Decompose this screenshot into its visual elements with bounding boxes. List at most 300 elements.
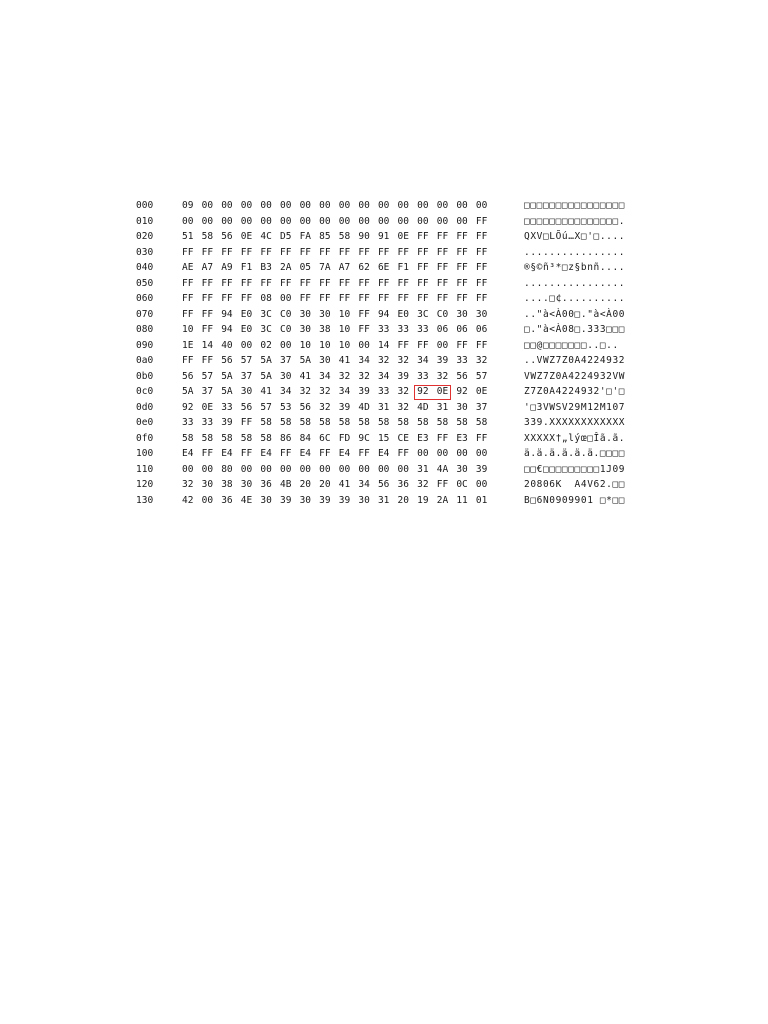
hex-byte: 58 xyxy=(182,432,194,444)
hex-byte: 32 xyxy=(358,370,370,382)
hex-byte: 5A xyxy=(299,355,312,366)
hex-byte: 41 xyxy=(338,355,351,366)
hex-row xyxy=(136,462,636,478)
hex-byte: FF xyxy=(358,324,370,335)
hex-byte: FF xyxy=(456,246,468,258)
hex-byte: 33 xyxy=(201,417,214,428)
byte-group xyxy=(182,245,524,261)
hex-byte: F1 xyxy=(397,262,409,273)
hex-byte: FF xyxy=(319,246,331,258)
ascii-text: 339.XXXXXXXXXXXX xyxy=(524,417,626,428)
hex-byte: 33 xyxy=(377,324,390,335)
hex-byte: 2A xyxy=(436,494,449,506)
hex-byte: FF xyxy=(436,277,449,289)
hex-byte: FF xyxy=(240,246,253,258)
ascii-text: ..VWZ7Z0A4224932 xyxy=(524,355,626,366)
offset-label: 050 xyxy=(136,277,154,289)
hex-byte: FF xyxy=(377,246,390,258)
hex-byte: 00 xyxy=(436,339,449,351)
offset-label: 0f0 xyxy=(136,432,154,444)
hex-byte: 05 xyxy=(299,262,312,273)
hex-byte: 00 xyxy=(260,200,272,211)
hex-byte: FF xyxy=(201,448,214,459)
hex-byte: 4D xyxy=(417,401,429,413)
hex-byte: 00 xyxy=(436,200,449,211)
hex-byte: 30 xyxy=(299,308,312,320)
hex-byte: FF xyxy=(436,432,449,444)
hex-byte: 39 xyxy=(338,401,351,413)
byte-group xyxy=(182,493,524,509)
hex-byte: 00 xyxy=(338,200,351,211)
hex-byte: FF xyxy=(397,448,409,459)
hex-byte: 92 xyxy=(182,401,194,413)
hex-byte: 01 xyxy=(475,494,488,506)
hex-byte: 00 xyxy=(201,463,214,475)
hex-byte: 06 xyxy=(436,324,449,335)
hex-byte: 33 xyxy=(417,370,429,382)
hex-byte: FF xyxy=(201,277,214,289)
hex-byte: 00 xyxy=(299,215,312,227)
hex-byte: 30 xyxy=(475,308,488,320)
hex-byte: 00 xyxy=(279,200,292,211)
byte-group xyxy=(182,462,524,478)
hex-byte: 00 xyxy=(182,463,194,475)
hex-byte: FF xyxy=(201,293,214,304)
hex-byte: 32 xyxy=(299,386,312,397)
hex-byte: FF xyxy=(358,277,370,289)
hex-byte: 58 xyxy=(397,417,409,428)
hex-byte: 33 xyxy=(182,417,194,428)
hex-byte: FF xyxy=(397,277,409,289)
hex-byte: 5A xyxy=(221,370,233,382)
byte-group xyxy=(182,322,524,338)
hex-byte: 32 xyxy=(417,479,429,490)
hex-byte: E3 xyxy=(456,432,468,444)
hex-byte: 56 xyxy=(299,401,312,413)
hex-byte: 5A xyxy=(182,386,194,397)
hex-byte: 02 xyxy=(260,339,272,351)
hex-byte: 4E xyxy=(240,494,253,506)
hex-byte: FF xyxy=(338,293,351,304)
hex-byte: 00 xyxy=(417,448,429,459)
hex-byte: 0C xyxy=(456,479,468,490)
hex-byte: 94 xyxy=(221,324,233,335)
byte-group xyxy=(182,353,524,369)
hex-row xyxy=(136,276,636,292)
hex-byte: FF xyxy=(436,479,449,490)
hex-byte: B3 xyxy=(260,262,272,273)
hex-row xyxy=(136,384,636,400)
hex-byte: 5A xyxy=(221,386,233,397)
hex-byte: 57 xyxy=(260,401,272,413)
offset-label: 090 xyxy=(136,339,154,351)
hex-byte: 57 xyxy=(475,370,488,382)
hex-byte: A7 xyxy=(338,262,351,273)
hex-byte: FF xyxy=(417,231,429,242)
hex-byte: 06 xyxy=(475,324,488,335)
hex-byte: 53 xyxy=(279,401,292,413)
hex-byte: 30 xyxy=(456,401,468,413)
ascii-text: ................ xyxy=(524,246,626,258)
hex-byte: FF xyxy=(182,355,194,366)
hex-byte: 00 xyxy=(240,215,253,227)
hex-byte: 58 xyxy=(221,432,233,444)
hex-byte: 00 xyxy=(475,200,488,211)
offset-label: 120 xyxy=(136,479,154,490)
hex-byte: 36 xyxy=(397,479,409,490)
hex-byte: 41 xyxy=(299,370,312,382)
hex-row xyxy=(136,322,636,338)
hex-byte: FF xyxy=(358,308,370,320)
hex-byte: 00 xyxy=(201,215,214,227)
hex-byte: FF xyxy=(279,246,292,258)
hex-byte: FF xyxy=(358,246,370,258)
hex-byte: 42 xyxy=(182,494,194,506)
hex-byte: 00 xyxy=(358,200,370,211)
hex-byte: FF xyxy=(417,339,429,351)
hex-byte: 56 xyxy=(377,479,390,490)
hex-byte: 62 xyxy=(358,262,370,273)
hex-byte: 3C xyxy=(260,324,272,335)
hex-byte: FF xyxy=(201,246,214,258)
hex-byte: FF xyxy=(397,339,409,351)
hex-byte: 34 xyxy=(338,386,351,397)
byte-group xyxy=(182,198,524,214)
hex-byte: 56 xyxy=(221,231,233,242)
hex-byte: 30 xyxy=(201,479,214,490)
hex-row xyxy=(136,260,636,276)
hex-byte: FF xyxy=(358,293,370,304)
hex-byte: 80 xyxy=(221,463,233,475)
hex-byte: 30 xyxy=(299,494,312,506)
byte-group xyxy=(182,446,524,462)
offset-label: 060 xyxy=(136,293,154,304)
hex-byte: E0 xyxy=(240,324,253,335)
hex-byte: 41 xyxy=(338,479,351,490)
hex-byte: 0E xyxy=(397,231,409,242)
hex-byte: 3C xyxy=(260,308,272,320)
hex-byte: 10 xyxy=(338,339,351,351)
hex-byte: 33 xyxy=(221,401,233,413)
hex-byte: 06 xyxy=(456,324,468,335)
hex-byte: 00 xyxy=(397,463,409,475)
ascii-text: □."à<À08□.333□□□ xyxy=(524,324,626,335)
hex-byte: FF xyxy=(240,277,253,289)
hex-byte: FF xyxy=(475,293,488,304)
hex-byte: 30 xyxy=(358,494,370,506)
hex-byte: FF xyxy=(436,262,449,273)
hex-byte: FF xyxy=(240,417,253,428)
hex-byte: FF xyxy=(260,246,272,258)
hex-byte: 58 xyxy=(417,417,429,428)
hex-byte: A7 xyxy=(201,262,214,273)
hex-byte: 31 xyxy=(377,401,390,413)
hex-byte: 56 xyxy=(240,401,253,413)
hex-byte: 51 xyxy=(182,231,194,242)
hex-byte: FF xyxy=(240,293,253,304)
hex-byte: 10 xyxy=(338,324,351,335)
hex-byte: 10 xyxy=(338,308,351,320)
byte-group xyxy=(182,369,524,385)
hex-byte: 34 xyxy=(377,370,390,382)
hex-byte: FF xyxy=(279,448,292,459)
hex-byte: 30 xyxy=(319,355,331,366)
hex-byte: 31 xyxy=(436,401,449,413)
hex-byte: 0E xyxy=(475,386,488,397)
hex-byte: 30 xyxy=(456,308,468,320)
hex-byte: E4 xyxy=(377,448,390,459)
ascii-text: □□€□□□□□□□□□1J09 xyxy=(524,463,626,475)
hex-byte: 14 xyxy=(377,339,390,351)
hex-byte: 00 xyxy=(397,215,409,227)
hex-byte: 58 xyxy=(338,417,351,428)
hex-byte: FF xyxy=(475,231,488,242)
hex-byte: 4C xyxy=(260,231,272,242)
hex-byte: FA xyxy=(299,231,312,242)
hex-byte: FF xyxy=(475,432,488,444)
hex-row xyxy=(136,446,636,462)
hex-byte: 58 xyxy=(240,432,253,444)
hex-byte: CE xyxy=(397,432,409,444)
hex-byte: FF xyxy=(338,246,351,258)
hex-byte: 00 xyxy=(279,463,292,475)
hex-byte: 20 xyxy=(397,494,409,506)
hex-byte: FF xyxy=(221,277,233,289)
hex-row xyxy=(136,291,636,307)
ascii-text: .."à<À00□."à<À00 xyxy=(524,308,626,320)
hex-byte: 00 xyxy=(358,463,370,475)
hex-byte: 32 xyxy=(475,355,488,366)
hex-row xyxy=(136,214,636,230)
hex-byte: FF xyxy=(260,277,272,289)
hex-byte: E4 xyxy=(260,448,272,459)
hex-byte: FF xyxy=(201,324,214,335)
ascii-text: 20806K A4V62.□□ xyxy=(524,479,626,490)
hex-row xyxy=(136,415,636,431)
hex-row xyxy=(136,353,636,369)
hex-byte: E4 xyxy=(299,448,312,459)
hex-byte: 85 xyxy=(319,231,331,242)
hex-byte: 08 xyxy=(260,293,272,304)
hex-byte: FF xyxy=(182,277,194,289)
hex-byte: 3C xyxy=(417,308,429,320)
hex-byte: C0 xyxy=(436,308,449,320)
hex-byte: 39 xyxy=(397,370,409,382)
hex-row xyxy=(136,431,636,447)
hex-byte: FF xyxy=(475,215,488,227)
hex-byte: 30 xyxy=(319,308,331,320)
hex-byte: 41 xyxy=(260,386,272,397)
hex-row xyxy=(136,198,636,214)
hex-byte: 84 xyxy=(299,432,312,444)
hex-byte: 10 xyxy=(299,339,312,351)
hex-byte: D5 xyxy=(279,231,292,242)
hex-byte: 30 xyxy=(240,479,253,490)
ascii-text: □□□□□□□□□□□□□□□□ xyxy=(524,200,626,211)
hex-row xyxy=(136,477,636,493)
hex-byte: FF xyxy=(182,246,194,258)
hex-byte: 00 xyxy=(260,463,272,475)
offset-label: 0e0 xyxy=(136,417,154,428)
ascii-text: □□□□□□□□□□□□□□□. xyxy=(524,215,626,227)
hex-byte: FF xyxy=(475,339,488,351)
hex-row xyxy=(136,493,636,509)
hex-byte: FF xyxy=(221,293,233,304)
hex-byte: 33 xyxy=(456,355,468,366)
hex-byte: FF xyxy=(319,293,331,304)
hex-byte: 32 xyxy=(182,479,194,490)
hex-byte: 00 xyxy=(358,215,370,227)
hex-byte: 00 xyxy=(240,463,253,475)
hex-byte: 0E xyxy=(201,401,214,413)
hex-byte: 92 xyxy=(417,386,429,397)
hex-byte: 38 xyxy=(221,479,233,490)
hex-byte: 94 xyxy=(221,308,233,320)
hex-byte: C0 xyxy=(279,324,292,335)
hex-byte: 32 xyxy=(397,386,409,397)
hex-byte: 31 xyxy=(417,463,429,475)
ascii-text: □□@□□□□□□□..□.. xyxy=(524,339,619,351)
offset-label: 070 xyxy=(136,308,154,320)
hex-byte: 40 xyxy=(221,339,233,351)
hex-byte: FF xyxy=(436,246,449,258)
hex-byte: FF xyxy=(182,308,194,320)
offset-label: 020 xyxy=(136,231,154,242)
hex-byte: 1E xyxy=(182,339,194,351)
hex-byte: FF xyxy=(358,448,370,459)
hex-byte: 00 xyxy=(456,215,468,227)
hex-byte: 00 xyxy=(417,215,429,227)
hex-byte: 2A xyxy=(279,262,292,273)
hex-byte: 58 xyxy=(279,417,292,428)
hex-byte: FF xyxy=(456,339,468,351)
hex-byte: 00 xyxy=(475,479,488,490)
ascii-text: ....□¢.......... xyxy=(524,293,626,304)
byte-group xyxy=(182,400,524,416)
hex-byte: 30 xyxy=(240,386,253,397)
byte-group xyxy=(182,307,524,323)
hex-byte: 00 xyxy=(436,215,449,227)
hex-byte: 56 xyxy=(182,370,194,382)
hex-byte: 33 xyxy=(417,324,429,335)
hex-byte: 00 xyxy=(260,215,272,227)
ascii-text: QXV□LÕú…X□'□.... xyxy=(524,231,626,242)
hex-byte: 32 xyxy=(436,370,449,382)
hex-byte: E0 xyxy=(240,308,253,320)
hex-byte: 00 xyxy=(201,200,214,211)
hex-byte: 58 xyxy=(377,417,390,428)
hex-byte: 36 xyxy=(221,494,233,506)
hex-byte: FF xyxy=(456,231,468,242)
hex-byte: FF xyxy=(456,293,468,304)
hex-byte: 32 xyxy=(319,401,331,413)
offset-label: 130 xyxy=(136,494,154,506)
hex-byte: FF xyxy=(475,246,488,258)
byte-group xyxy=(182,260,524,276)
offset-label: 110 xyxy=(136,463,154,475)
hex-byte: 00 xyxy=(240,200,253,211)
hex-row xyxy=(136,229,636,245)
hex-byte: FF xyxy=(377,277,390,289)
hex-byte: 00 xyxy=(299,463,312,475)
hex-byte: FF xyxy=(240,448,253,459)
hex-byte: 00 xyxy=(475,448,488,459)
hex-byte: 34 xyxy=(279,386,292,397)
byte-group xyxy=(182,415,524,431)
hex-byte: 00 xyxy=(240,339,253,351)
hex-byte: FF xyxy=(456,262,468,273)
byte-group xyxy=(182,338,524,354)
offset-label: 0c0 xyxy=(136,386,154,397)
ascii-text: '□3VWSV29M12M107 xyxy=(524,401,626,413)
hex-byte: FF xyxy=(221,246,233,258)
hex-byte: 5A xyxy=(260,355,272,366)
hex-byte: 32 xyxy=(377,355,390,366)
hex-byte: 7A xyxy=(319,262,331,273)
hex-byte: 4B xyxy=(279,479,292,490)
offset-label: 080 xyxy=(136,324,154,335)
hex-byte: 58 xyxy=(456,417,468,428)
hex-byte: 10 xyxy=(319,339,331,351)
hex-byte: 39 xyxy=(475,463,488,475)
ascii-text: Z7Z0A4224932'□'□ xyxy=(524,386,626,397)
hex-byte: 58 xyxy=(201,231,214,242)
hex-byte: 00 xyxy=(436,448,449,459)
hex-row xyxy=(136,338,636,354)
hex-byte: 30 xyxy=(456,463,468,475)
hex-byte: A9 xyxy=(221,262,233,273)
hex-byte: 37 xyxy=(201,386,214,397)
hex-byte: FF xyxy=(475,262,488,273)
hex-byte: FF xyxy=(417,277,429,289)
byte-group xyxy=(182,276,524,292)
hex-byte: 91 xyxy=(377,231,390,242)
ascii-text: B□6N0909901 □*□□ xyxy=(524,494,626,506)
hex-byte: 57 xyxy=(201,370,214,382)
hex-byte: 4D xyxy=(358,401,370,413)
hex-byte: 30 xyxy=(299,324,312,335)
hex-byte: 00 xyxy=(221,200,233,211)
hex-byte: F1 xyxy=(240,262,253,273)
hex-byte: 00 xyxy=(456,448,468,459)
hex-byte: 33 xyxy=(377,386,390,397)
hex-byte: 00 xyxy=(377,215,390,227)
hex-byte: 58 xyxy=(319,417,331,428)
hex-byte: 34 xyxy=(417,355,429,366)
hex-byte: 00 xyxy=(279,215,292,227)
ascii-text: ®§©ñ³*□z§bnñ.... xyxy=(524,262,626,273)
hex-byte: C0 xyxy=(279,308,292,320)
hex-byte: 9C xyxy=(358,432,370,444)
hex-byte: 00 xyxy=(338,463,351,475)
hex-byte: 36 xyxy=(260,479,272,490)
hex-byte: 15 xyxy=(377,432,390,444)
hex-byte: 37 xyxy=(279,355,292,366)
hex-byte: 00 xyxy=(397,200,409,211)
hex-row xyxy=(136,369,636,385)
hex-byte: 34 xyxy=(358,355,370,366)
hex-byte: 94 xyxy=(377,308,390,320)
hex-byte: 00 xyxy=(377,463,390,475)
hex-byte: E4 xyxy=(221,448,233,459)
hex-byte: 00 xyxy=(417,200,429,211)
hex-byte: 32 xyxy=(319,386,331,397)
byte-group xyxy=(182,229,524,245)
hex-byte: 6C xyxy=(319,432,331,444)
hex-byte: FF xyxy=(436,231,449,242)
hex-byte: 58 xyxy=(299,417,312,428)
hex-byte: 30 xyxy=(279,370,292,382)
